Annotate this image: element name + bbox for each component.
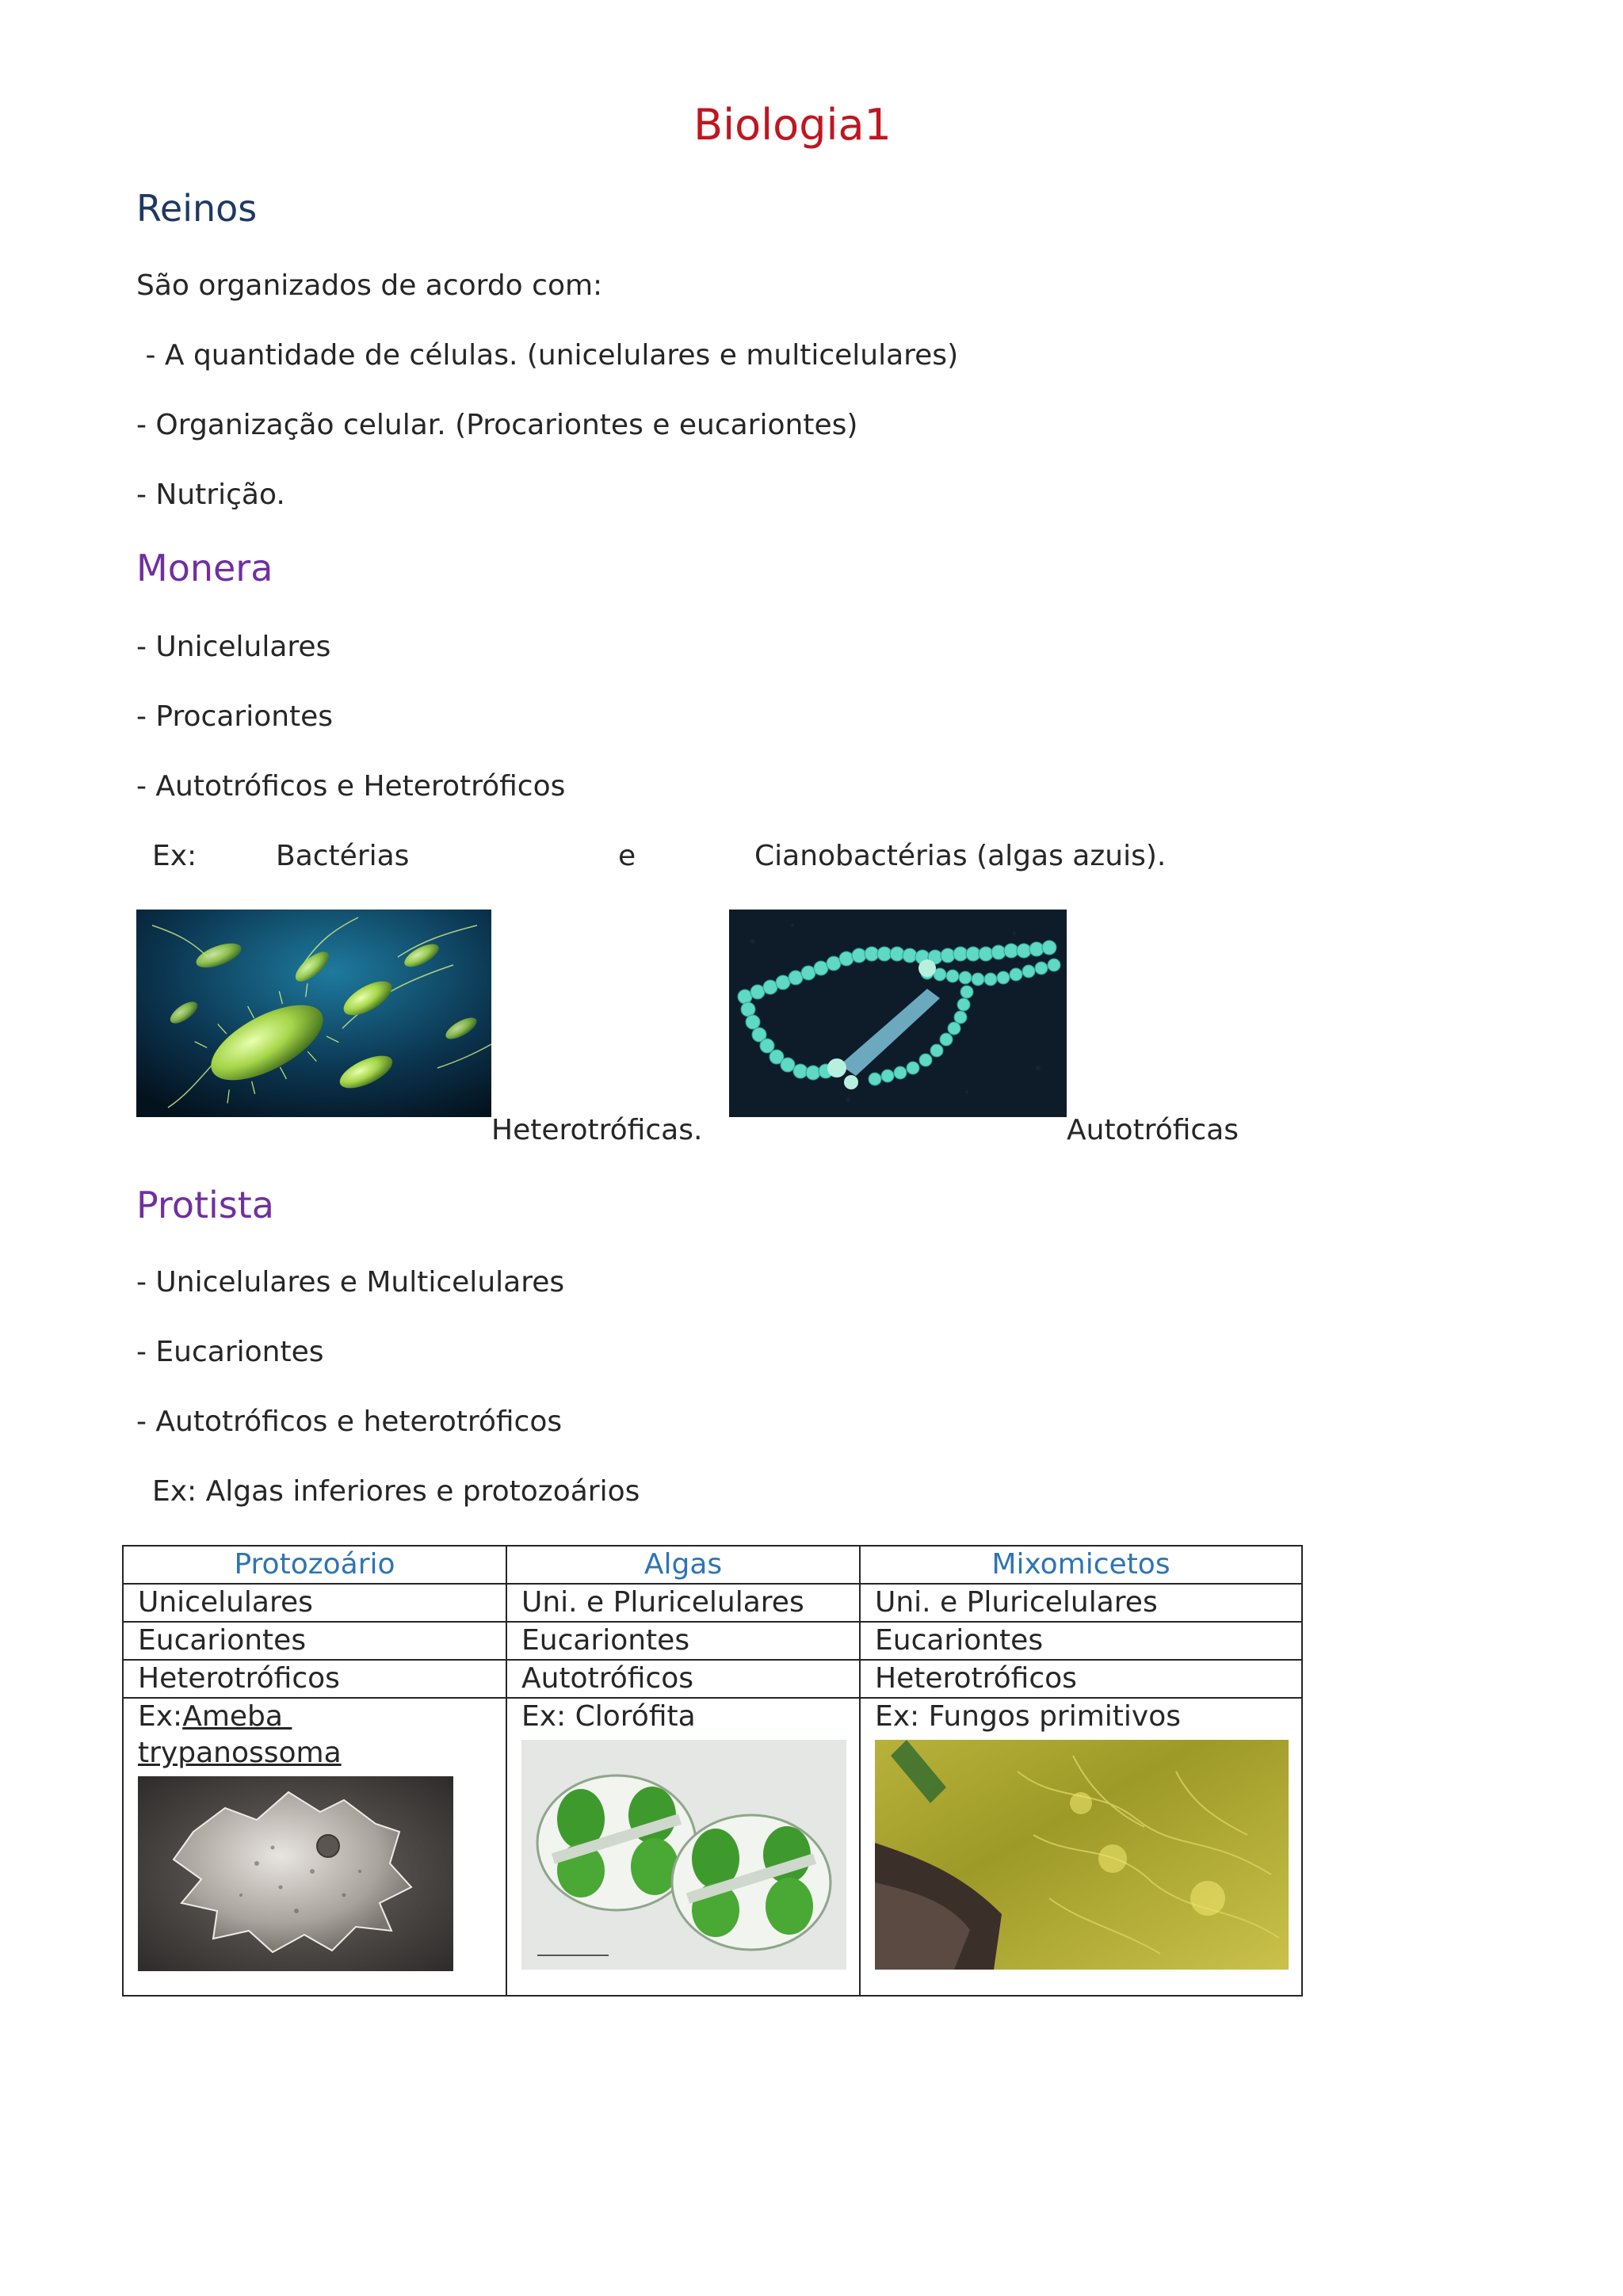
monera-item-2: - Procariontes [136,700,334,733]
table-header-protozoario: Protozoário [123,1546,506,1584]
table-cell: Eucariontes [860,1622,1302,1660]
table-header-mixomicetos: Mixomicetos [860,1546,1302,1584]
mixomicetos-example-text: Ex: Fungos primitivos [875,1700,1181,1733]
protista-item-1: - Unicelulares e Multicelulares [136,1266,565,1299]
monera-item-1: - Unicelulares [136,631,331,663]
monera-example-bacteria: Bactérias [276,840,410,872]
table-header-algas: Algas [506,1546,860,1584]
heading-protista: Protista [136,1184,274,1226]
table-cell: Autotróficos [506,1660,860,1698]
table-cell: Eucariontes [506,1622,860,1660]
heading-monera: Monera [136,547,273,589]
monera-example-connector: e [618,840,636,872]
table-cell: Uni. e Pluricelulares [860,1584,1302,1622]
protista-item-2: - Eucariontes [136,1336,324,1368]
caption-heterotroficas: Heterotróficas. [491,1114,703,1146]
table-header-row [123,1546,1302,1584]
document-title: Biologia1 [693,100,892,150]
table-row [123,1584,1302,1622]
link-ameba[interactable]: Ameba [182,1700,292,1733]
table-cell-protozoario-example [123,1698,506,1996]
table-cell-mixomicetos-example [860,1698,1302,1996]
reinos-intro: São organizados de acordo com: [136,269,603,302]
table-cell: Unicelulares [123,1584,506,1622]
protista-item-3: - Autotróficos e heterotróficos [136,1405,563,1438]
algas-example-text: Ex: Clorófita [521,1700,696,1733]
reinos-item-3: - Nutrição. [136,479,285,511]
monera-example-prefix: Ex: [152,840,197,872]
monera-example-cyano: Cianobactérias (algas azuis). [754,840,1167,872]
table-cell: Heterotróficos [860,1660,1302,1698]
table-cell-algas-example [506,1698,860,1996]
caption-autotroficas: Autotróficas [1067,1114,1239,1146]
kingdoms-table [122,1545,1303,1997]
table-cell: Uni. e Pluricelulares [506,1584,860,1622]
reinos-item-1: - A quantidade de células. (unicelulares e multicelulares) [136,339,959,372]
table-row [123,1660,1302,1698]
link-trypanossoma[interactable]: trypanossoma [138,1737,342,1769]
example-prefix: Ex: [138,1700,183,1733]
protista-example: Ex: Algas inferiores e protozoários [152,1475,640,1508]
clorofita-image [521,1740,846,1970]
reinos-item-2: - Organização celular. (Procariontes e eucariontes) [136,409,858,441]
table-cell: Heterotróficos [123,1660,506,1698]
mixomiceto-image [875,1740,1289,1970]
table-row-examples [123,1698,1302,1996]
monera-item-3: - Autotróficos e Heterotróficos [136,770,566,803]
bacteria-image [136,910,491,1117]
table-row [123,1622,1302,1660]
table-cell: Eucariontes [123,1622,506,1660]
ameba-image [138,1776,453,1971]
heading-reinos: Reinos [136,187,258,230]
cyanobacteria-image [729,910,1067,1117]
